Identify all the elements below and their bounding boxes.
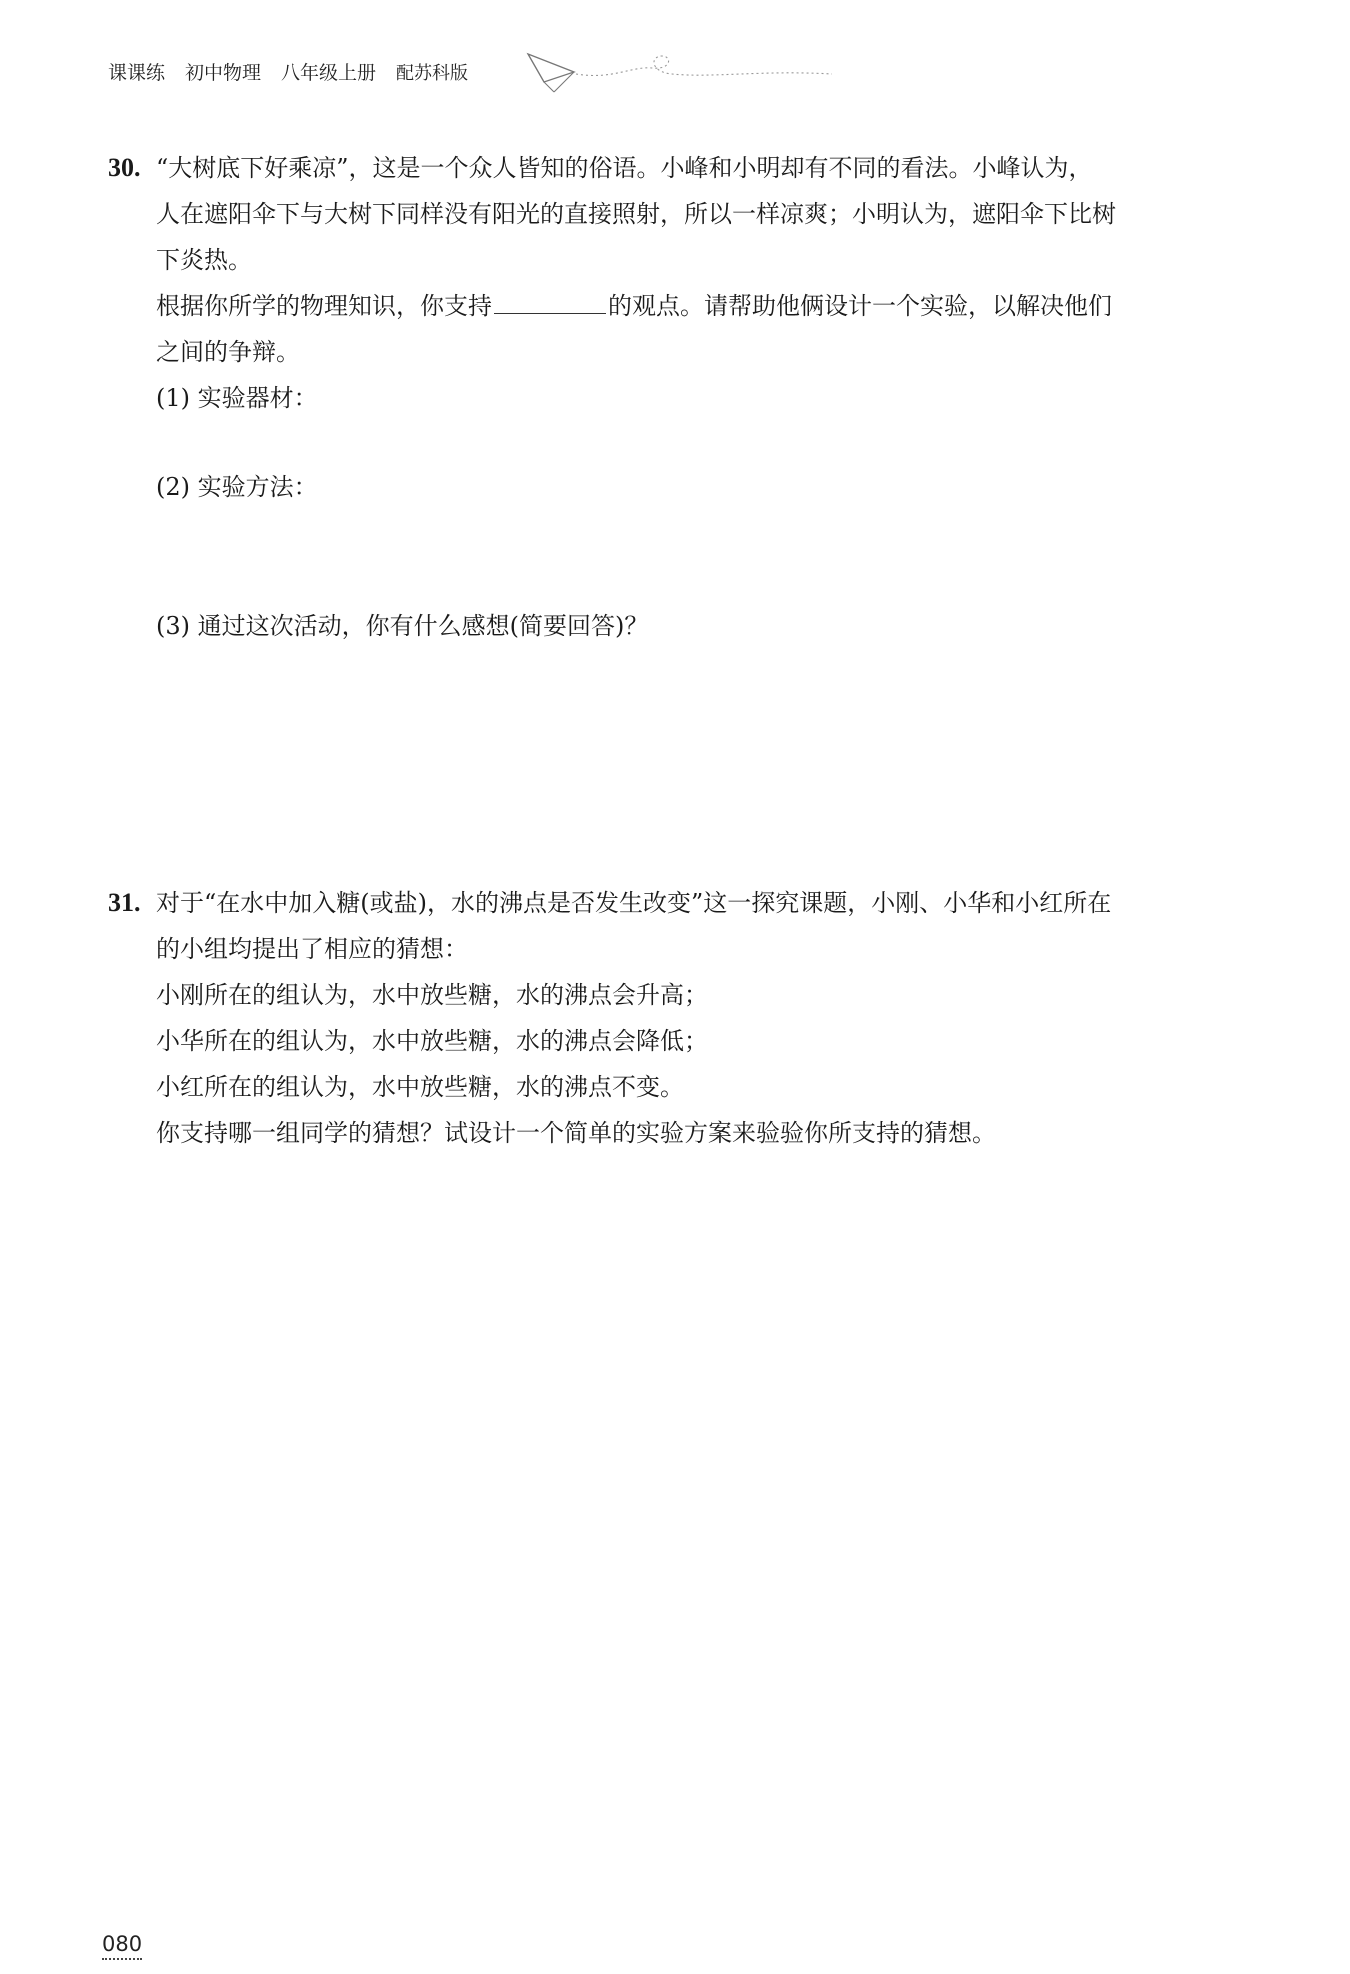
sub-question-1: (1) 实验器材： xyxy=(156,384,318,412)
answer-blank[interactable] xyxy=(494,283,606,314)
prompt-text: 根据你所学的物理知识，你支持 xyxy=(156,292,492,320)
header-subject: 初中物理 xyxy=(185,62,262,84)
page-number: 080 xyxy=(102,1932,142,1960)
running-header xyxy=(108,58,482,85)
sub-question-3: (3) 通过这次活动，你有什么感想(简要回答)？ xyxy=(156,612,649,640)
question-text-line: 人在遮阳伞下与大树下同样没有阳光的直接照射，所以一样凉爽；小明认为，遮阳伞下比树 xyxy=(156,200,1116,228)
question-text-line: 对于“在水中加入糖(或盐)，水的沸点是否发生改变”这一探究课题，小刚、小华和小红所在 xyxy=(156,889,1112,917)
question-text-line: 小红所在的组认为，水中放些糖，水的沸点不变。 xyxy=(156,1073,684,1101)
question-31 xyxy=(108,880,1238,1156)
question-text-line: 小华所在的组认为，水中放些糖，水的沸点会降低； xyxy=(156,1027,708,1055)
question-text-line: 你支持哪一组同学的猜想？试设计一个简单的实验方案来验验你所支持的猜想。 xyxy=(156,1119,996,1147)
prompt-text: 的观点。请帮助他俩设计一个实验，以解决他们 xyxy=(608,292,1112,320)
question-prompt xyxy=(156,283,1238,329)
question-text-line: 之间的争辩。 xyxy=(156,338,300,366)
paper-plane-icon xyxy=(522,48,842,98)
question-text-line: 下炎热。 xyxy=(156,246,252,274)
question-text-line: 小刚所在的组认为，水中放些糖，水的沸点会升高； xyxy=(156,981,708,1009)
question-text-line: 的小组均提出了相应的猜想： xyxy=(156,935,468,963)
header-series: 课课练 xyxy=(108,62,166,84)
question-text-line: “大树底下好乘凉”，这是一个众人皆知的俗语。小峰和小明却有不同的看法。小峰认为， xyxy=(156,154,1093,182)
header-grade: 八年级上册 xyxy=(281,62,377,84)
question-30 xyxy=(108,145,1238,375)
question-number: 30. xyxy=(108,153,141,182)
sub-question-2: (2) 实验方法： xyxy=(156,473,318,501)
header-edition: 配苏科版 xyxy=(396,62,469,84)
question-number: 31. xyxy=(108,888,141,917)
